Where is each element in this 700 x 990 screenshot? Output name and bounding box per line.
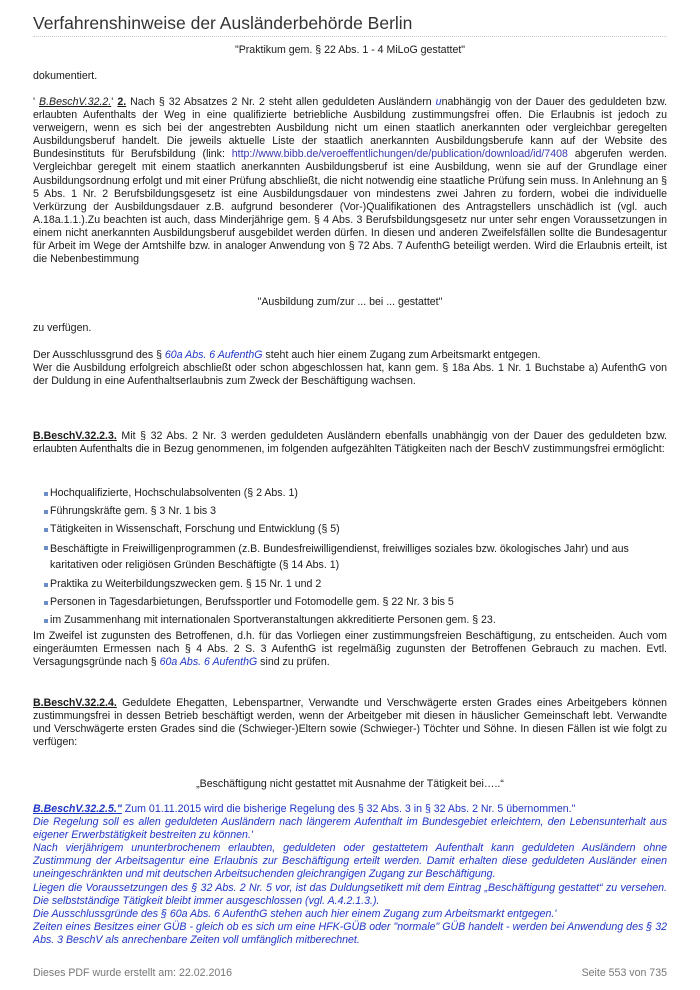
bibb-url-link[interactable]: http://www.bibb.de/veroeffentlichungen/de/publication/download/id/7408 <box>231 148 568 161</box>
quote-beschaeftigung: „Beschäftigung nicht gestattet mit Ausnahme der Tätigkeit bei…..“ <box>196 778 504 790</box>
section-text-part2: nabhängig von der Dauer des geduldeten bzw. erlaubten Aufenthalts der Weg in eine qualifizierte betriebliche Ausbildung zustimmungsfrei offen. Die Erlaubnis ist jedoch zu verweigern, wenn es sich bei der angestrebten Ausbildung nicht um einen staatlich anerkannten oder vergleichbar geregelten Ausbildungsberuf handelt. Die jeweils aktuelle Liste der staatlich anerkannten Ausbildungsberufe kann auf der Website des Bundesinstituts für Berufsbildung (link: <box>33 96 668 161</box>
section-ref-32-2-2-link[interactable]: B.BeschV.32.2. <box>39 96 112 108</box>
s5-line: Liegen die Voraussetzungen des § 32 Abs. 2 Nr. 5 vor, ist das Duldungsetikett mit dem Eintrag „Beschäftigung gestattet“ zu versehen. Die selbstständige Tätigkeit bleibt immer ausgeschlossen (vgl. A.4.2.1.3.). <box>33 881 667 907</box>
list-item: Führungskräfte gem. § 3 Nr. 1 bis 3 <box>44 505 668 518</box>
open-quote: ' <box>33 96 40 108</box>
list-item: Hochqualifizierte, Hochschulabsolventen (§ 2 Abs. 1) <box>44 487 668 500</box>
section-32-2-3-text: Mit § 32 Abs. 2 Nr. 3 werden geduldeten Ausländern ebenfalls unabhängig von der Dauer des geduldeten bzw. erlaubten Aufenthalts die in Bezug genommenen, im folgenden aufgezählten Tätigkeiten nach der BeschV zustimmungsfrei ermöglicht: <box>33 430 667 456</box>
list-item: im Zusammenhang mit internationalen Sportveranstaltungen akkreditierte Personen gem. § 23. <box>44 614 668 627</box>
s5-line: Die Regelung soll es allen geduldeten Ausländern nach längerem Aufenthalt im Bundesgebiet erleichtern, den Lebensunterhalt aus eigener Erwerbstätigkeit bestreiten zu können.' <box>33 816 667 842</box>
section-32-2-5 <box>33 803 667 947</box>
highlighted-letter-u: u <box>435 96 442 108</box>
ausschluss-text-3: Wer die Ausbildung erfolgreich abschließt oder schon abgeschlossen hat, kann gem. § 18a Abs. 1 Nr. 1 Buchstabe a) AufenthG von der Duldung in eine Aufenthaltserlaubnis zum Zweck der Beschäftigung wachsen. <box>33 362 667 388</box>
section-32-2-4-text: Geduldete Ehegatten, Lebenspartner, Verwandte und Verschwägerte ersten Grades eines Arbeitgebers können zustimmungsfrei in dessen Betrieb beschäftigt werden, wenn der Arbeitgeber mit diesen in häuslicher Gemeinschaft lebt. Verwandte und Verschwägerte ersten Grades sind die (Schwieger-)Eltern sowie (Schwieger-) Töchter und Söhne. In diesen Fällen ist wie folgt zu verfügen: <box>33 697 667 749</box>
list-item: Tätigkeiten in Wissenschaft, Forschung und Entwicklung (§ 5) <box>44 523 668 536</box>
list-item: Personen in Tagesdarbietungen, Berufssportler und Fotomodelle gem. § 22 Nr. 3 bis 5 <box>44 596 668 609</box>
paragraph-ausschlussgrund <box>33 349 667 388</box>
ausschluss-text-2: steht auch hier einem Zugang zum Arbeitsmarkt entgegen. <box>262 349 541 361</box>
s5-line: Nach vierjährigem ununterbrochenem erlaubten, geduldeten oder gestattetem Aufenthalt kann geduldeten Ausländern ohne Zustimmung der Arbeitsagentur eine Erlaubnis zur Beschäftigung erteilt werden. Damit erhalten diese geduldeten Ausländer einen uneingeschränkten und mit deutschen Arbeitsuchenden gleichrangigen Zugang zur Beschäftigung. <box>33 842 667 881</box>
header-divider <box>33 36 667 37</box>
s5-line: Zeiten eines Besitzes einer GÜB - gleich ob es sich um eine HFK-GÜB oder "normale" GÜB handelt - werden bei Anwendung des § 32 Abs. 3 BeschV als anrechenbare Zeiten voll umfänglich mitberechnet. <box>33 920 667 946</box>
section-ref-32-2-5-link[interactable]: B.BeschV.32.2.5." <box>33 803 122 815</box>
quote-praktikum: "Praktikum gem. § 22 Abs. 1 - 4 MiLoG gestattet" <box>234 44 466 56</box>
activity-list <box>44 487 668 628</box>
section-number-2: 2. <box>117 96 127 108</box>
section-text-part1: Nach § 32 Absatzes 2 Nr. 2 steht allen geduldeten Ausländern <box>126 96 436 108</box>
section-ref-32-2-3: B.BeschV.32.2.3. <box>33 430 117 442</box>
aufenthg-60a-link[interactable]: 60a Abs. 6 AufenthG <box>164 349 263 361</box>
paragraph-dokumentiert: dokumentiert. <box>33 70 98 82</box>
zweifel-text-1: Im Zweifel ist zugunsten des Betroffenen, d.h. für das Vorliegen einer zustimmungsfreien Beschäftigung, zu entscheiden. Auch vom eingeräumten Ermessen nach § 4 Abs. 2 S. 3 AufenthG ist regelmäßig zugunsten der Betroffenen Gebrauch zu machen. Evtl. Versagungsgründe nach § <box>33 630 667 669</box>
list-item: Beschäftigte in Freiwilligenprogrammen (z.B. Bundesfreiwilligendienst, freiwilliges soziales bzw. ökologisches Jahr) und aus karitativen oder religiösen Gründen Beschäftigte (§ 14 Abs. 1) <box>44 541 668 573</box>
quote-ausbildung: "Ausbildung zum/zur ... bei ... gestattet" <box>257 296 443 308</box>
s5-line: Die Ausschlussgründe des § 60a Abs. 6 AufenthG stehen auch hier einem Zugang zum Arbeitsmarkt entgegen.' <box>33 907 557 920</box>
aufenthg-60a-link-2[interactable]: 60a Abs. 6 AufenthG <box>159 656 258 669</box>
paragraph-zu-verfuegen: zu verfügen. <box>33 322 92 334</box>
section-32-2-3 <box>33 430 667 456</box>
section-32-2-2 <box>33 96 667 266</box>
ausschluss-text-1: Der Ausschlussgrund des § <box>33 349 165 361</box>
section-32-2-4 <box>33 697 667 749</box>
section-text-part3: abgerufen werden. Vergleichbar geregelt mit einem staatlich anerkannten Ausbildungsberuf ist eine Ausbildung, wenn sie auf der Grundlage einer Ausbildungsordnung erfolgt und mit einer Prüfung abschließt, die nicht notwendig eine staatliche Prüfung sein muss. In Anlehnung an § 5 Abs. 1 Nr. 2 Berufsbildungsgesetz ist eine Ausbildungsdauer von mindestens zwei Jahren zu fordern, wobei die individuelle Verkürzung der Ausbildungsdauer z.B. aufgrund besonderer (Vor-)Qualifikationen des Antragstellers unschädlich ist (vgl. auch A.18a.1.1.).Zu beachten ist auch, dass Minderjährige gem. § 4 Abs. 3 Berufsbildungsgesetz nur unter sehr engen Voraussetzungen in einem nicht anerkannten Ausbildungsberuf ausgebildet werden dürfen. In diesen und anderen Zweifelsfällen sollte die Bundesagentur für Arbeit im Wege der Amtshilfe bzw. in analoger Anwendung von § 72 Abs. 7 AufenthG beteiligt werden. Wird die Erlaubnis erteilt, ist die Nebenbestimmung <box>33 148 667 266</box>
paragraph-zweifel <box>33 630 667 669</box>
zweifel-text-2: sind zu prüfen. <box>257 656 330 669</box>
section-ref-32-2-4: B.BeschV.32.2.4. <box>33 697 117 709</box>
footer-page-number: Seite 553 von 735 <box>581 967 667 979</box>
footer-created-date: Dieses PDF wurde erstellt am: 22.02.2016 <box>33 967 233 979</box>
list-item: Praktika zu Weiterbildungszwecken gem. § 15 Nr. 1 und 2 <box>44 578 668 591</box>
section-32-2-5-head: Zum 01.11.2015 wird die bisherige Regelung des § 32 Abs. 3 in § 32 Abs. 2 Nr. 5 übernommen." <box>121 803 576 815</box>
close-quote: ' <box>111 96 118 108</box>
document-header-title: Verfahrenshinweise der Ausländerbehörde Berlin <box>33 13 413 33</box>
